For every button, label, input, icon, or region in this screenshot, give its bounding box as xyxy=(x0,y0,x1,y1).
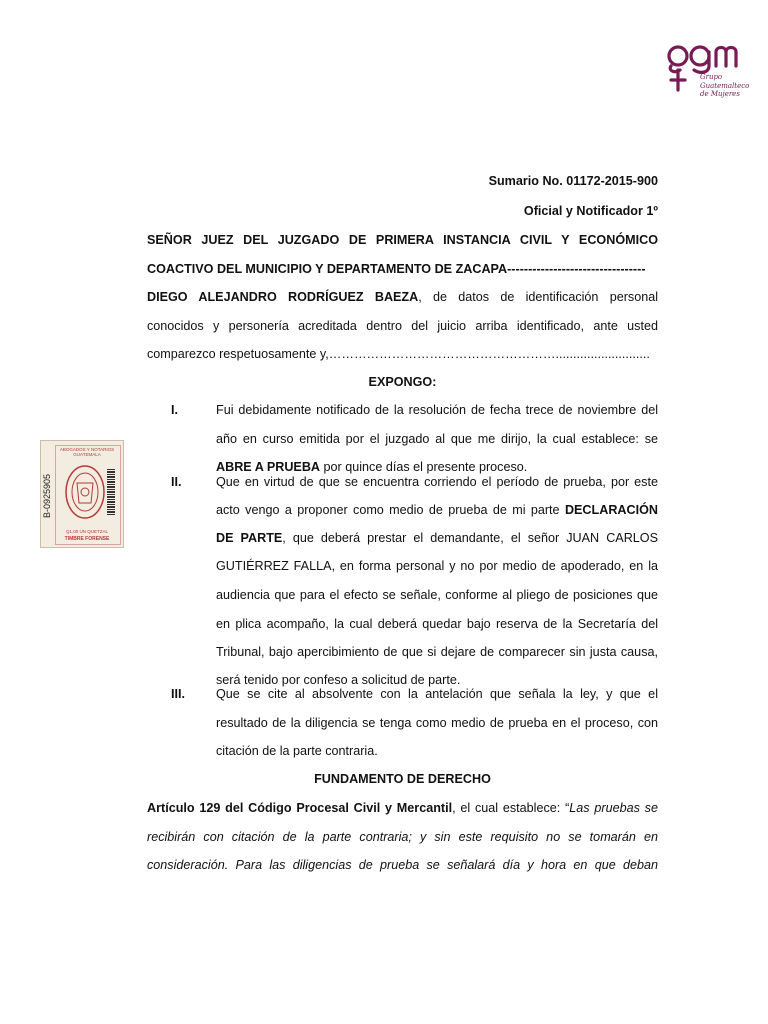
stamp-barcode xyxy=(107,469,115,515)
item-ii-line-text: , que deberá prestar el demandante, el señor JUAN CARLOS xyxy=(282,531,658,545)
stamp-value: Q1.00 UN QUETZAL xyxy=(65,529,108,534)
ggm-logo xyxy=(664,40,764,108)
logo-caption xyxy=(700,73,749,99)
addressee-line-1: SEÑOR JUEZ DEL JUZGADO DE PRIMERA INSTANCIA CIVIL Y ECONÓMICO xyxy=(147,233,658,247)
item-iii-line: resultado de la diligencia se tenga como medio de prueba en el proceso, con xyxy=(216,716,658,730)
fundamento-line-1 xyxy=(147,801,658,815)
item-ii-line: audiencia que para el efecto se señale, conforme al pliego de posiciones que xyxy=(216,588,658,602)
item-ii-line: GUTIÉRREZ FALLA, en forma personal y no por medio de apoderado, en la xyxy=(216,559,658,573)
item-ii-line-text: acto vengo a proponer como medio de prueba de mi parte xyxy=(216,503,565,517)
item-ii-line: Tribunal, bajo apercibimiento de que si dejare de comparecer sin justa causa, xyxy=(216,645,658,659)
stamp-serial: B-0925905 xyxy=(42,473,52,519)
case-number: Sumario No. 01172-2015-900 xyxy=(488,174,658,188)
item-ii-line: en plica acompaño, la cual deberá quedar bajo reserva de la Secretaría del xyxy=(216,617,658,631)
intro-line-2: conocidos y personería acreditada dentro del juicio arriba identificado, ante usted xyxy=(147,319,658,333)
stamp-emblem-icon xyxy=(63,463,107,521)
item-ii-line: será tenido por confeso a solicitud de parte. xyxy=(216,673,461,687)
timbre-forense-stamp xyxy=(40,440,124,548)
de-parte-bold: DE PARTE xyxy=(216,531,283,545)
item-number: II. xyxy=(171,475,182,489)
intro-line-1-rest: , de datos de identificación personal xyxy=(418,290,659,304)
item-i-line: año en curso emitida por el juzgado al que me dirijo, la cual establece: se xyxy=(216,432,658,446)
item-ii-line: Que en virtud de que se encuentra corriendo el período de prueba, por este xyxy=(216,475,658,489)
addressee-line-2: COACTIVO DEL MUNICIPIO Y DEPARTAMENTO DE ZACAPA--------------------------------- xyxy=(147,262,646,276)
fundamento-line-3: consideración. Para las diligencias de prueba se señalará día y hora en que deban xyxy=(147,858,658,872)
logo-caption-line: Grupo xyxy=(700,73,723,81)
officer: Oficial y Notificador 1º xyxy=(523,204,658,218)
item-iii-line: citación de la parte contraria. xyxy=(216,744,378,758)
logo-caption-line: Guatemalteco xyxy=(700,81,750,90)
item-iii-line: Que se cite al absolvente con la antelación que señala la ley, y que el xyxy=(216,687,658,701)
petitioner-name: DIEGO ALEJANDRO RODRÍGUEZ BAEZA xyxy=(147,290,419,304)
stamp-top-text: ABOGADOS Y NOTARIOS GUATEMALA xyxy=(59,447,115,457)
article-reference: Artículo 129 del Código Procesal Civil y Mercantil xyxy=(147,801,453,815)
declaracion-bold: DECLARACIÓN xyxy=(564,503,658,517)
item-i-line-rest: por quince días el presente proceso. xyxy=(320,460,528,474)
intro-line-3: comparezco respetuosamente y,………………………………………………........................... xyxy=(147,347,650,361)
item-i-line: Fui debidamente notificado de la resolución de fecha trece de noviembre del xyxy=(216,403,658,417)
intro-line-1 xyxy=(147,290,658,304)
fundamento-heading: FUNDAMENTO DE DERECHO xyxy=(314,772,491,786)
fundamento-text: , el cual establece: “ xyxy=(452,801,570,815)
logo-caption-line: de Mujeres xyxy=(700,90,740,98)
item-i-line xyxy=(216,460,658,474)
fundamento-line-2: recibirán con citación de la parte contraria; y sin este requisito no se tomarán en xyxy=(147,830,658,844)
stamp-label: TIMBRE FORENSE xyxy=(64,536,110,542)
item-number: III. xyxy=(171,687,185,701)
item-number: I. xyxy=(171,403,178,417)
item-ii-line xyxy=(216,531,658,545)
expongo-heading: EXPONGO: xyxy=(368,375,437,389)
item-ii-line xyxy=(216,503,658,517)
abre-a-prueba: ABRE A PRUEBA xyxy=(216,460,321,474)
quote-text: Las pruebas se xyxy=(569,801,658,815)
